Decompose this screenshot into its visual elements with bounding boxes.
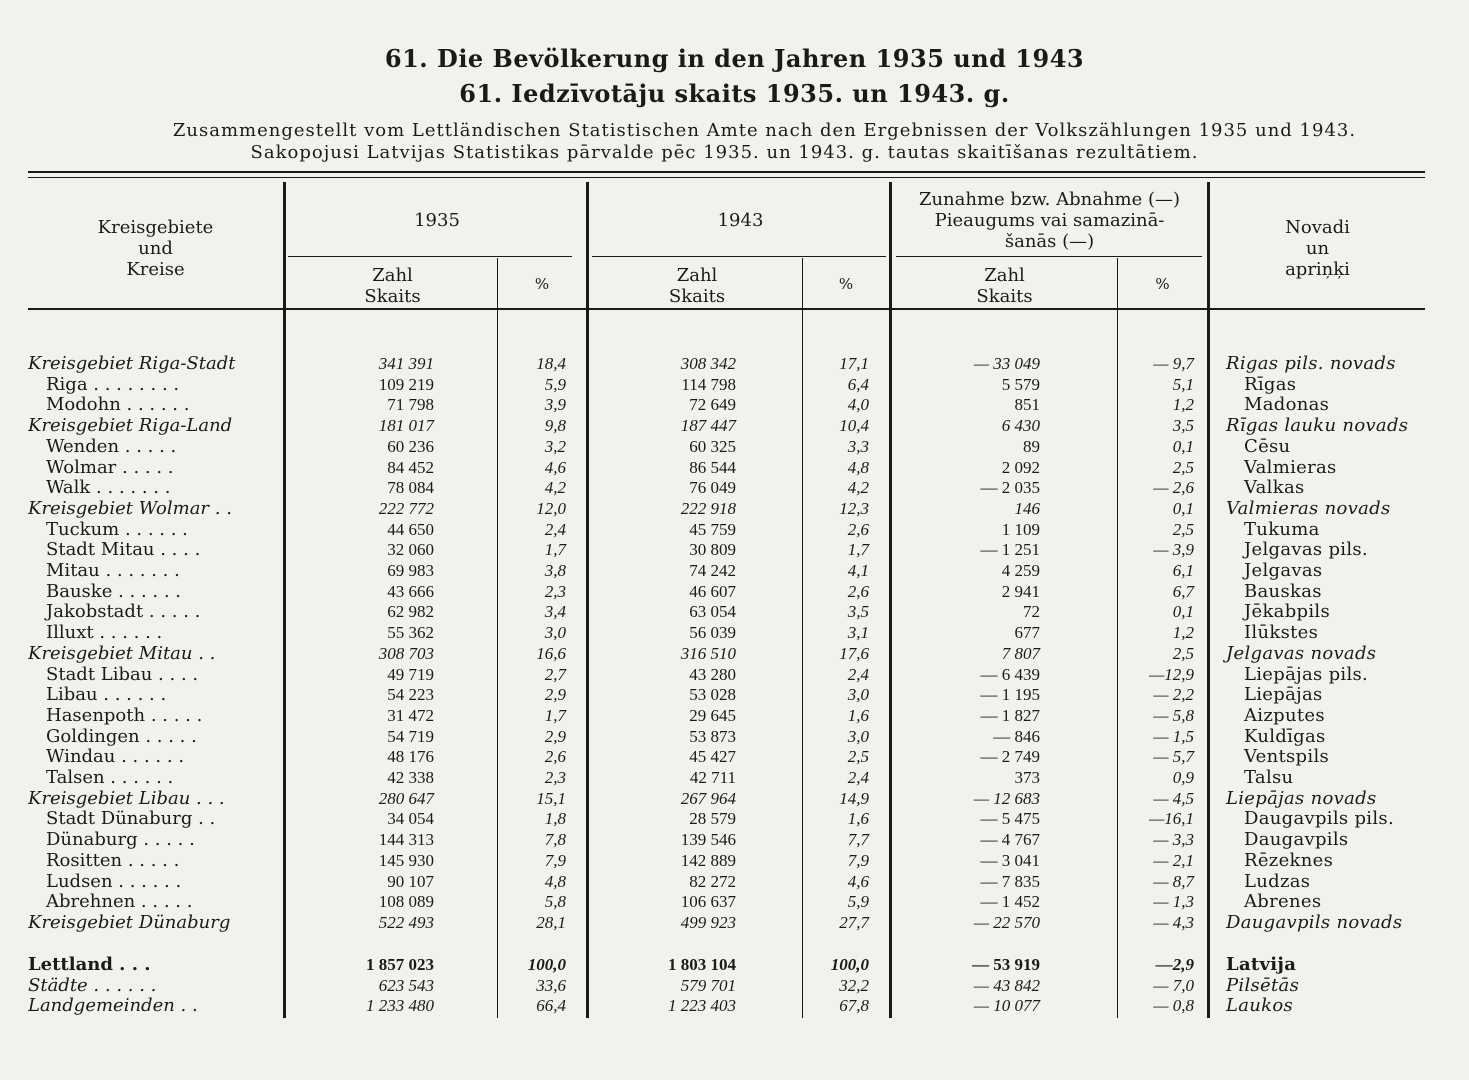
value-change: — 6 439 [980,664,1040,684]
row-label-de: Abrehnen . . . . . [46,892,193,913]
header-split-rule-1935 [288,256,572,257]
header-skaits: Skaits [668,286,726,307]
percent-1935: 3,2 [544,436,566,456]
row-label-lv: Liepājas [1244,684,1323,706]
percent-1943: 3,0 [847,685,869,705]
percent-1935: 3,4 [544,602,566,622]
percent-1935: 4,2 [544,478,566,498]
row-label-lv: Jelgavas novads [1226,642,1377,664]
value-1935: 1 233 480 [366,996,434,1016]
value-1943: 267 964 [680,788,736,808]
title-latvian: 61. Iedzīvotāju skaits 1935. un 1943. g. [459,79,1010,108]
row-label-de: Riga . . . . . . . . [46,374,180,395]
header-year-1943: 1943 [717,210,764,231]
row-label-de: Kreisgebiet Libau . . . [28,788,225,809]
percent-1943: 1,6 [847,809,869,829]
value-1943: 56 039 [689,623,736,643]
row-label-de: Mitau . . . . . . . [46,561,180,581]
value-1943: 72 649 [689,395,736,415]
value-1943: 45 427 [689,747,736,767]
value-1943: 1 803 104 [668,955,736,974]
row-label-de: Ludsen . . . . . . [46,871,182,892]
value-1935: 44 650 [387,519,434,539]
header-zahl: Zahl [984,265,1025,286]
value-change: 2 092 [1001,457,1040,477]
value-1943: 74 242 [689,561,736,580]
subtitle-latvian: Sakopojusi Latvijas Statistikas pārvalde pēc 1935. un 1943. g. tautas skaitīšanas rezultātiem. [250,142,1199,163]
row-label-lv: Rīgas [1244,373,1297,395]
value-1943: 82 272 [689,871,736,891]
row-label-lv: Ventspils [1244,746,1330,768]
value-1935: 522 493 [378,912,434,932]
header-bottom-rule [28,308,1425,310]
vline-change-novadi [1207,182,1210,1018]
percent-change: — 2,6 [1153,478,1194,498]
percent-1935: 1,8 [544,809,566,829]
row-label-de: Stadt Libau . . . . [46,664,199,685]
row-label-de: Bauske . . . . . . [46,581,182,602]
percent-1935: 7,9 [544,850,566,870]
percent-change: —12,9 [1149,664,1194,684]
row-label-de: Landgemeinden . . [28,996,198,1017]
percent-1943: 1,6 [847,705,869,725]
row-label-lv: Laukos [1226,995,1294,1017]
percent-1935: 28,1 [536,912,566,932]
percent-1935: 3,0 [544,623,566,643]
percent-1943: 2,4 [847,768,869,787]
row-label-lv: Daugavpils pils. [1244,808,1394,830]
percent-1935: 3,8 [544,561,566,580]
percent-1935: 12,0 [536,498,566,518]
row-label-de: Städte . . . . . . [28,975,157,996]
header-skaits: Skaits [364,286,421,307]
value-1935: 69 983 [387,561,434,580]
header-zahl: Zahl [372,265,413,286]
value-1943: 308 342 [680,354,736,373]
row-label-lv: Liepājas pils. [1244,663,1369,685]
percent-1943: 6,4 [847,374,869,394]
percent-1943: 4,0 [847,395,869,415]
value-change: — 22 570 [973,912,1040,932]
percent-change: — 5,7 [1153,747,1194,767]
row-label-de: Kreisgebiet Riga-Land [28,416,233,437]
percent-1943: 3,1 [847,623,869,643]
row-label-de: Lettland . . . [28,955,151,975]
value-change: 2 941 [1001,581,1040,601]
row-label-lv: Jēkabpils [1244,601,1331,623]
percent-1943: 7,7 [847,830,869,850]
header-region-de-line3: Kreise [126,259,185,280]
row-label-lv: Rīgas lauku novads [1226,415,1409,437]
value-change: — 7 835 [980,871,1040,891]
row-label-lv: Madonas [1244,394,1330,416]
value-1935: 623 543 [378,975,434,995]
percent-1943: 10,4 [839,416,869,436]
percent-change: — 3,3 [1153,830,1194,850]
value-1943: 43 280 [689,664,736,684]
value-1935: 84 452 [387,457,434,477]
value-change: — 43 842 [973,975,1040,995]
header-region-lv-line3: apriņķi [1285,259,1350,280]
value-change: 4 259 [1001,561,1040,580]
value-1935: 222 772 [378,498,434,518]
row-label-de: Stadt Dünaburg . . [46,809,216,830]
percent-1935: 2,3 [544,581,566,601]
row-label-de: Windau . . . . . . [46,747,185,768]
percent-1943: 12,3 [839,498,869,518]
percent-1935: 2,9 [544,685,566,705]
percent-1943: 7,9 [847,850,869,870]
percent-1935: 16,6 [536,643,566,663]
value-change: — 5 475 [980,809,1040,829]
value-1935: 145 930 [378,850,434,870]
row-label-de: Kreisgebiet Mitau . . [28,643,216,664]
row-label-lv: Aizputes [1244,704,1325,726]
row-label-lv: Jelgavas pils. [1244,539,1368,561]
value-1935: 32 060 [387,540,434,560]
header-change-line3: šanās (—) [1004,231,1095,252]
value-change: — 33 049 [973,354,1040,373]
header-region-lv-line2: un [1305,238,1330,259]
value-change: — 2 749 [980,747,1040,767]
value-change: — 1 251 [980,540,1040,560]
percent-change: 0,1 [1172,498,1194,518]
percent-change: 3,5 [1172,416,1194,436]
value-change: 677 [1014,623,1040,643]
percent-change: — 1,3 [1153,892,1194,912]
subtitle-german: Zusammengestellt vom Lettländischen Statistischen Amte nach den Ergebnissen der Volkszählungen 1935 und 1943. [172,120,1357,141]
percent-1943: 4,1 [847,561,869,580]
percent-change: — 4,5 [1153,788,1194,808]
percent-change: — 3,9 [1153,540,1194,560]
top-double-rule-2 [28,177,1425,178]
value-1943: 187 447 [680,416,736,436]
percent-change: — 4,3 [1153,912,1194,932]
percent-change: 0,1 [1172,436,1194,456]
percent-1935: 1,7 [544,705,566,725]
value-change: — 846 [993,726,1040,746]
value-1935: 181 017 [378,416,434,436]
percent-1935: 15,1 [536,788,566,808]
row-label-lv: Valmieras [1244,456,1337,478]
value-1935: 341 391 [378,354,434,373]
value-change: — 2 035 [980,478,1040,498]
header-region-de [28,217,283,280]
percent-1943: 4,6 [847,871,869,891]
header-zahl: Zahl [676,265,718,286]
value-change: — 1 452 [980,892,1040,912]
percent-change: 2,5 [1172,643,1194,663]
value-1943: 316 510 [680,643,736,663]
percent-change: — 2,2 [1153,685,1194,705]
header-change-line1: Zunahme bzw. Abnahme (—) [918,189,1181,210]
percent-1943: 17,1 [839,354,869,373]
percent-change: — 7,0 [1153,975,1194,995]
value-1935: 54 719 [387,726,434,746]
value-1943: 45 759 [689,519,736,539]
row-label-lv: Valkas [1244,477,1305,499]
percent-1943: 27,7 [839,912,869,932]
percent-1935: 4,8 [544,871,566,891]
percent-1943: 2,4 [847,664,869,684]
row-label-de: Tuckum . . . . . . [46,519,188,540]
percent-change: 2,5 [1172,457,1194,477]
row-label-de: Hasenpoth . . . . . [46,705,203,726]
value-1943: 222 918 [680,498,736,518]
value-1943: 53 028 [689,685,736,705]
percent-1935: 5,9 [544,374,566,394]
percent-change: 0,1 [1172,602,1194,622]
value-change: 5 579 [1001,374,1040,394]
percent-1935: 2,6 [544,747,566,767]
percent-change: 6,1 [1172,561,1194,580]
value-change: — 1 827 [980,705,1040,725]
value-1943: 76 049 [689,478,736,498]
percent-1943: 5,9 [847,892,869,912]
percent-1935: 3,9 [544,395,566,415]
row-label-de: Libau . . . . . . [46,685,167,706]
row-label-de: Stadt Mitau . . . . [46,540,201,561]
value-1943: 1 223 403 [668,996,736,1016]
value-1935: 71 798 [387,395,434,415]
header-change-pct: % [1155,275,1170,293]
percent-change: — 9,7 [1153,354,1194,373]
header-split-rule-1943 [592,256,886,257]
percent-change: 5,1 [1172,374,1194,394]
row-label-lv: Valmieras novads [1226,497,1391,519]
row-label-de: Wenden . . . . . [46,436,177,457]
percent-1935: 18,4 [536,354,566,373]
percent-1935: 2,3 [544,768,566,787]
value-1935: 144 313 [378,830,434,850]
header-region-de-line1: Kreisgebiete [97,217,214,238]
value-1935: 55 362 [387,623,434,643]
value-1943: 29 645 [689,705,736,725]
value-1935: 34 054 [387,809,434,829]
header-change [892,189,1207,252]
percent-1935: 5,8 [544,892,566,912]
row-label-lv: Tukuma [1244,518,1320,540]
row-label-lv: Pilsētās [1226,974,1300,996]
row-label-lv: Daugavpils novads [1226,911,1403,933]
percent-1943: 2,6 [847,519,869,539]
value-change: 851 [1014,395,1040,415]
value-1943: 42 711 [689,768,736,787]
value-1943: 139 546 [680,830,736,850]
header-region-lv-line1: Novadi [1285,217,1350,238]
percent-change: 0,9 [1172,768,1194,787]
row-label-de: Modohn . . . . . . [46,395,190,416]
header-region-de-line2: und [138,238,173,259]
title-german: 61. Die Bevölkerung in den Jahren 1935 und 1943 [384,44,1085,73]
top-double-rule-1 [28,171,1425,173]
value-1935: 280 647 [378,788,434,808]
row-label-lv: Rigas pils. novads [1226,353,1396,374]
percent-1943: 2,6 [847,581,869,601]
row-label-lv: Cēsu [1244,435,1291,457]
percent-1935: 7,8 [544,830,566,850]
value-1943: 30 809 [689,540,736,560]
value-1943: 579 701 [680,975,736,995]
percent-1943: 3,0 [847,726,869,746]
percent-1943: 3,5 [847,602,869,622]
percent-change: — 1,5 [1153,726,1194,746]
value-1943: 114 798 [681,374,736,394]
value-1935: 48 176 [387,747,434,767]
value-1943: 499 923 [680,912,736,932]
percent-1943: 4,2 [847,478,869,498]
row-label-de: Goldingen . . . . . [46,726,197,747]
percent-change: —2,9 [1155,955,1194,974]
value-change: 72 [1023,602,1040,622]
header-year-1935: 1935 [414,210,460,231]
percent-change: —16,1 [1149,809,1194,829]
percent-change: — 8,7 [1153,871,1194,891]
header-1943-count [592,265,802,307]
row-label-lv: Talsu [1244,767,1294,788]
value-change: 6 430 [1001,416,1040,436]
percent-change: 1,2 [1172,623,1194,643]
row-label-de: Wolmar . . . . . [46,457,174,478]
row-label-de: Kreisgebiet Dünaburg [28,912,231,933]
header-1935-pct: % [534,275,550,293]
header-1943-pct: % [838,275,854,293]
row-label-de: Rositten . . . . . [46,850,180,871]
value-1935: 1 857 023 [366,955,434,974]
value-change: 373 [1014,768,1040,787]
value-1943: 86 544 [689,457,736,477]
percent-1935: 1,7 [544,540,566,560]
header-change-count [892,265,1117,307]
row-label-lv: Rēzeknes [1244,849,1334,871]
header-change-line2: Pieaugums vai samazinā- [934,210,1165,231]
value-change: — 10 077 [973,996,1040,1016]
value-1943: 106 637 [680,892,736,912]
row-label-de: Illuxt . . . . . . [46,623,163,644]
value-1935: 90 107 [387,871,434,891]
header-1935-count [288,265,497,307]
row-label-lv: Daugavpils [1244,829,1349,851]
value-1935: 62 982 [387,602,434,622]
percent-change: 6,7 [1172,581,1194,601]
percent-1943: 2,5 [847,747,869,767]
value-1943: 60 325 [689,436,736,456]
percent-change: 2,5 [1172,519,1194,539]
row-label-lv: Latvija [1226,954,1297,975]
vline-1935-1943 [586,182,589,1018]
value-1935: 49 719 [387,664,434,684]
value-1943: 142 889 [680,850,736,870]
value-change: — 1 195 [980,685,1040,705]
percent-1943: 17,6 [839,643,869,663]
percent-change: 1,2 [1172,395,1194,415]
row-label-de: Jakobstadt . . . . . [46,602,201,623]
value-change: 7 807 [1001,643,1040,663]
row-label-lv: Abrenes [1244,891,1322,913]
percent-1943: 67,8 [839,996,869,1016]
percent-1943: 1,7 [847,540,869,560]
value-1943: 46 607 [689,581,736,601]
percent-change: — 2,1 [1153,850,1194,870]
value-1935: 43 666 [387,581,434,601]
row-label-lv: Ludzas [1244,870,1311,892]
percent-1935: 9,8 [544,416,566,436]
value-1943: 53 873 [689,726,736,746]
percent-1935: 33,6 [536,975,566,995]
value-change: 146 [1014,498,1040,518]
value-1935: 31 472 [387,705,434,725]
header-split-rule-change [896,256,1202,257]
value-1935: 60 236 [387,436,434,456]
row-label-lv: Jelgavas [1244,560,1323,581]
percent-1935: 2,4 [544,519,566,539]
row-label-de: Walk . . . . . . . [46,478,171,499]
percent-1943: 14,9 [839,788,869,808]
row-label-de: Talsen . . . . . . [46,768,174,788]
percent-1935: 2,9 [544,726,566,746]
percent-1935: 100,0 [527,955,566,974]
percent-1935: 66,4 [536,996,566,1016]
row-label-de: Dünaburg . . . . . [46,830,195,851]
percent-1943: 100,0 [830,955,869,974]
row-label-de: Kreisgebiet Wolmar . . [28,498,232,519]
percent-change: — 5,8 [1153,705,1194,725]
row-label-lv: Bauskas [1244,580,1322,602]
value-1935: 78 084 [387,478,434,498]
value-change: 89 [1023,436,1040,456]
value-1935: 308 703 [378,643,434,663]
vline-region [283,182,286,1018]
row-label-lv: Ilūkstes [1244,622,1319,644]
percent-1943: 32,2 [839,975,869,995]
header-skaits: Skaits [976,286,1033,307]
value-change: — 3 041 [980,850,1040,870]
header-region-lv [1210,217,1425,280]
percent-1943: 4,8 [847,457,869,477]
value-1943: 63 054 [689,602,736,622]
percent-1935: 4,6 [544,457,566,477]
value-change: — 4 767 [980,830,1040,850]
row-label-de: Kreisgebiet Riga-Stadt [28,354,236,374]
value-1935: 108 089 [378,892,434,912]
value-1935: 109 219 [378,374,434,394]
value-change: — 12 683 [973,788,1040,808]
value-change: 1 109 [1001,519,1040,539]
value-1943: 28 579 [689,809,736,829]
percent-1935: 2,7 [544,664,566,684]
row-label-lv: Kuldīgas [1244,725,1326,747]
row-label-lv: Liepājas novads [1226,787,1377,809]
value-1935: 42 338 [387,768,434,787]
value-1935: 54 223 [387,685,434,705]
percent-change: — 0,8 [1153,996,1194,1016]
percent-1943: 3,3 [847,436,869,456]
value-change: — 53 919 [972,955,1040,974]
